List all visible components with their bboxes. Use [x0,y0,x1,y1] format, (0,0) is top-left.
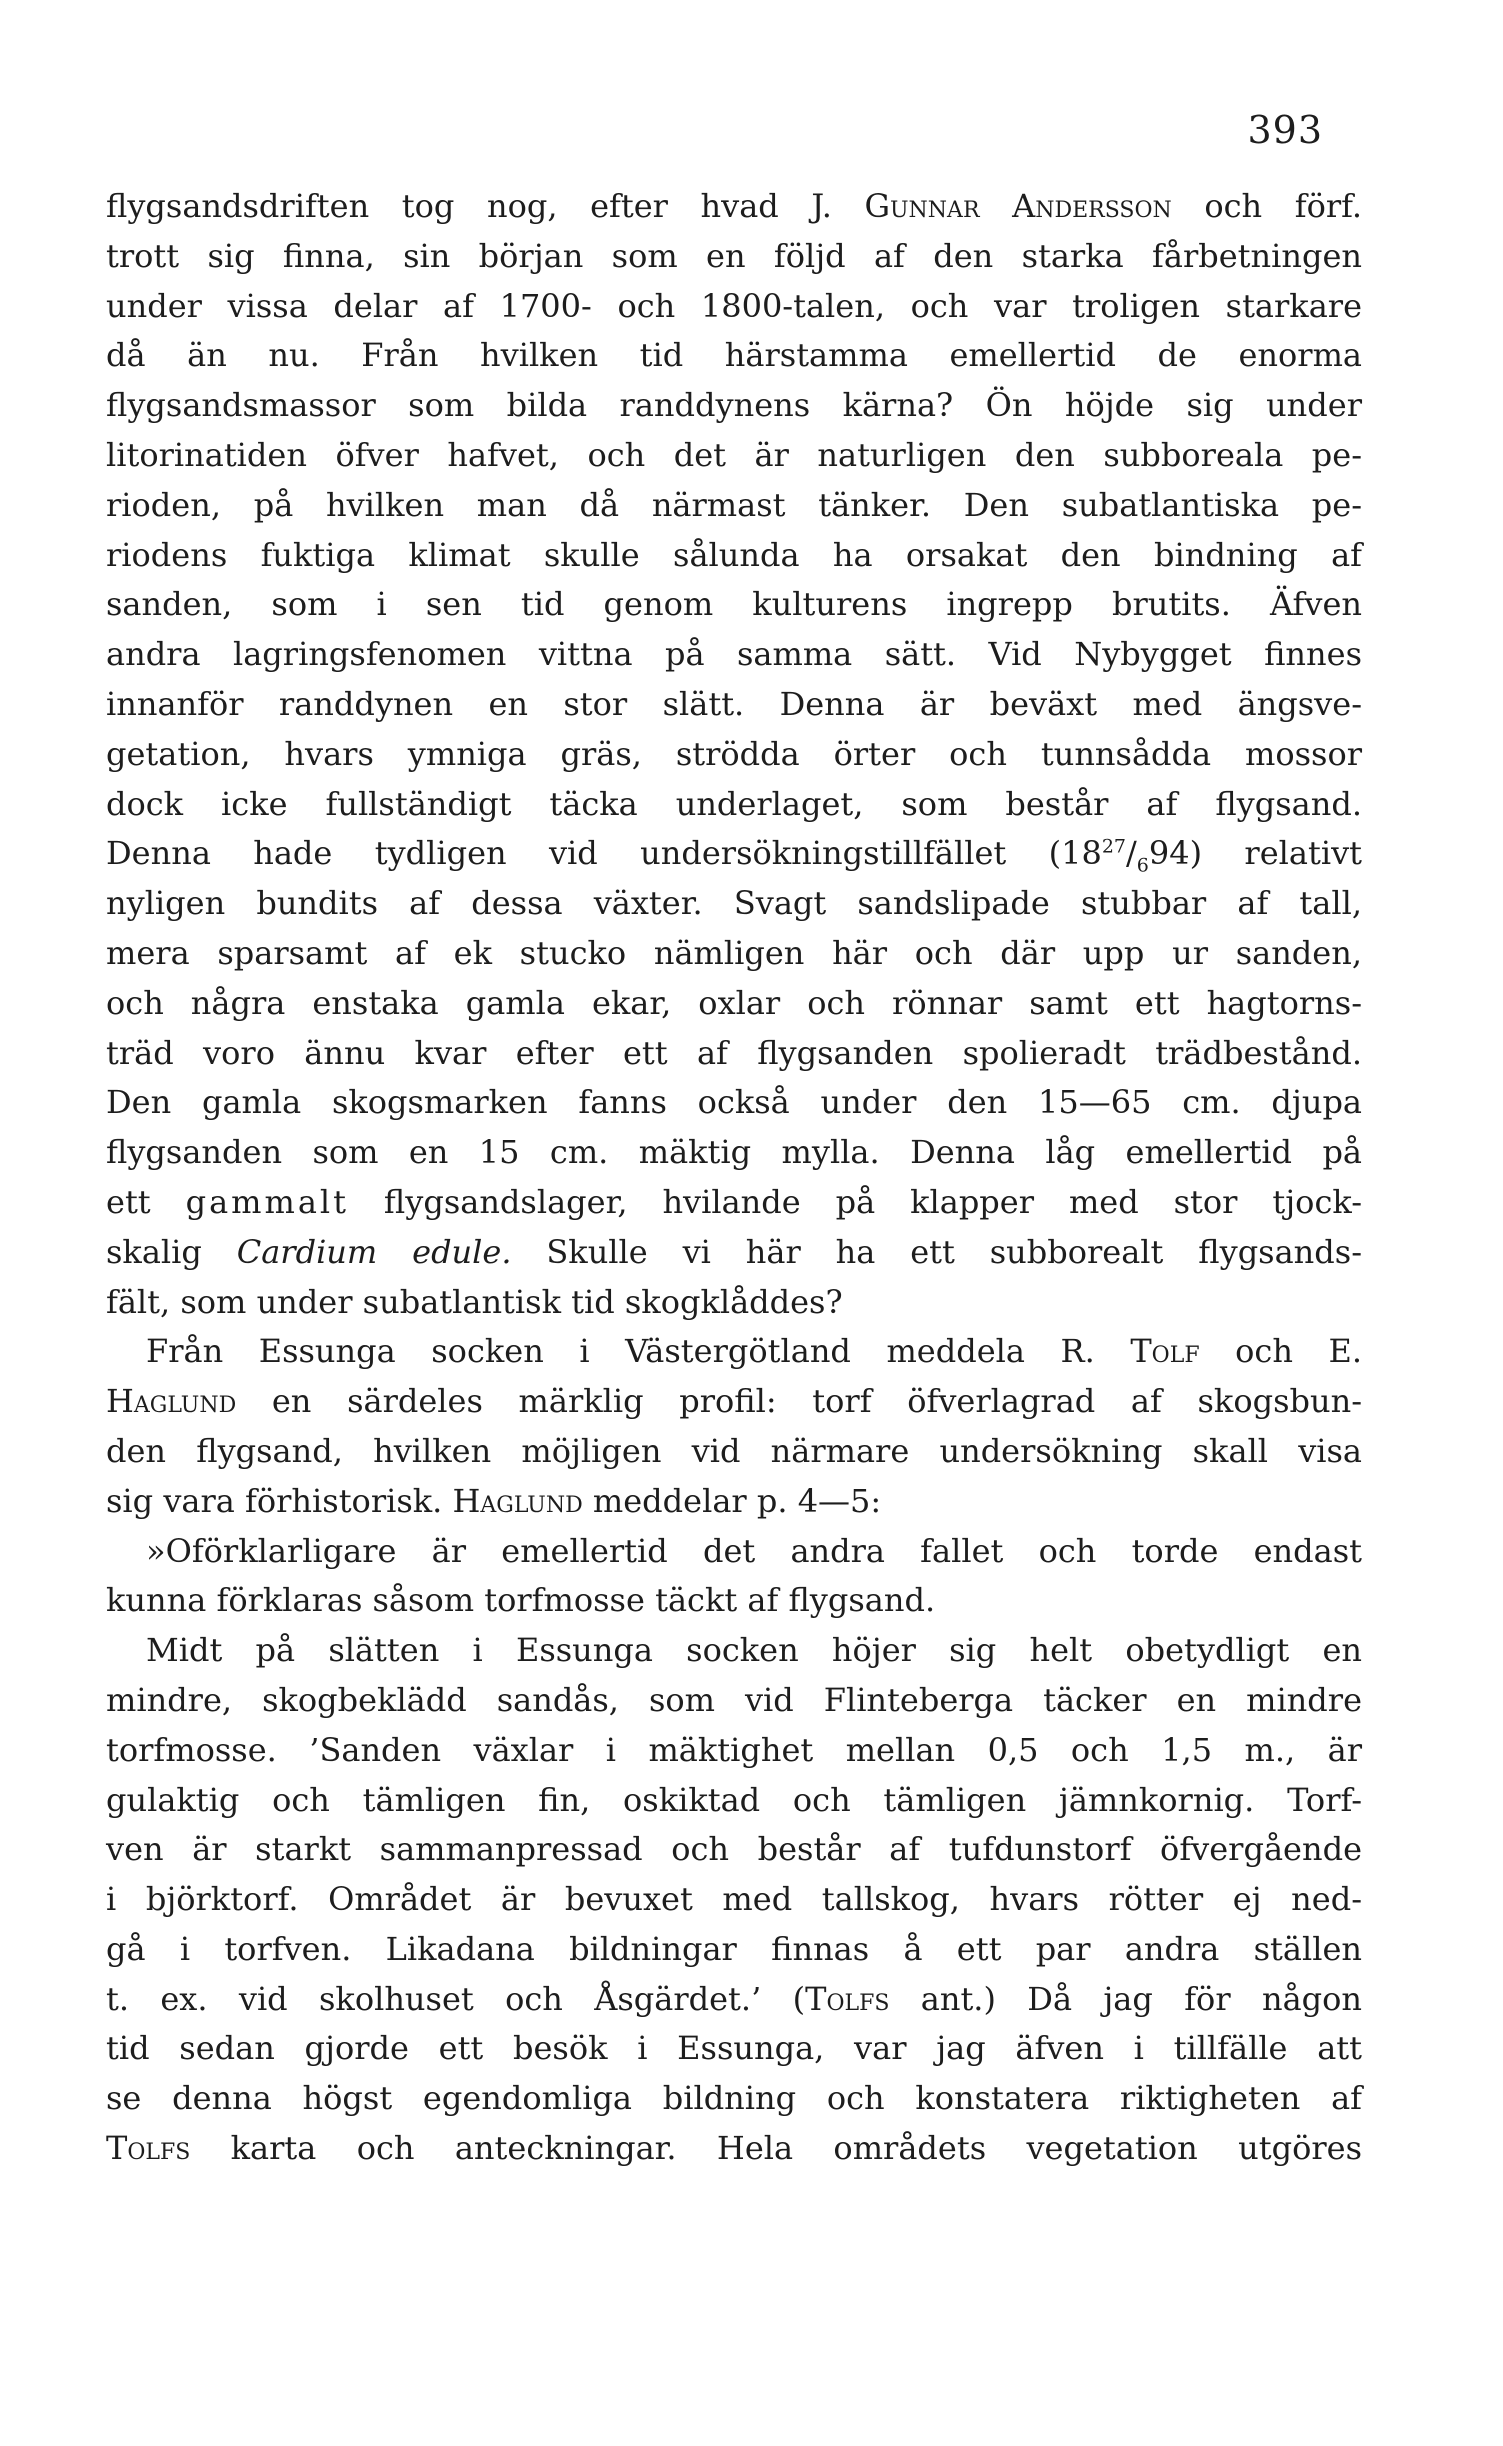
line-text: torfmosse. ’Sanden växlar i mäktighet mellan 0,5 och 1,5 m., är [106,1730,1362,1769]
text-line [106,1427,1362,1477]
date-superscript: 27 [1101,835,1126,858]
line-text: mindre, skogbeklädd sandås, som vid Flinteberga täcker en mindre [106,1680,1362,1719]
text-line [106,331,1362,381]
text-line [106,1477,1362,1527]
line-text: då än nu. Från hvilken tid härstamma emellertid de enorma [106,336,1362,375]
line-text: Skulle vi här ha ett subborealt flygsands- [511,1232,1362,1271]
author-name: Gunnar Andersson [864,187,1172,225]
text-line [106,1776,1362,1826]
page-number: 393 [1247,108,1323,152]
line-text: och E. [1199,1332,1363,1371]
text-line [106,1726,1362,1776]
text-line [106,232,1362,282]
body-text [106,182,1362,2174]
species-name: Cardium edule. [236,1232,512,1271]
line-text: karta och anteckningar. Hela områdets vegetation utgöres [190,2129,1362,2168]
text-line [106,431,1362,481]
line-text: litorinatiden öfver hafvet, och det är naturligen den subboreala pe- [106,435,1362,474]
line-text: och några enstaka gamla ekar, oxlar och rönnar samt ett hagtorns- [106,983,1362,1022]
line-text: flygsandslager, hvilande på klapper med stor tjock- [349,1182,1363,1221]
text-line [106,2024,1362,2074]
text-line [106,1975,1362,2025]
line-text: rioden, på hvilken man då närmast tänker. Den subatlantiska pe- [106,485,1362,524]
text-line [106,1925,1362,1975]
line-text: »Oförklarligare är emellertid det andra fallet och torde endast [146,1531,1362,1570]
line-text: getation, hvars ymniga gräs, strödda örter och tunnsådda mossor [106,734,1362,773]
text-line [106,1228,1362,1278]
text-line [106,979,1362,1029]
line-text: flygsandsmassor som bilda randdynens kärna? Ön höjde sig under [106,386,1362,425]
text-line [106,2124,1362,2174]
line-text: fält, som under subatlantisk tid skogklåddes? [106,1282,843,1321]
text-line [106,282,1362,332]
line-text: gå i torfven. Likadana bildningar finnas å ett par andra ställen [106,1929,1362,1968]
text-line [106,829,1362,879]
text-line [106,1825,1362,1875]
line-text: mera sparsamt af ek stucko nämligen här och där upp ur sanden, [106,933,1362,972]
line-text: den flygsand, hvilken möjligen vid närmare undersökning skall visa [106,1431,1362,1470]
line-text: kunna förklaras såsom torfmosse täckt af flygsand. [106,1581,936,1620]
line-text: ven är starkt sammanpressad och består af tufdunstorf öfvergående [106,1830,1362,1869]
line-text: andra lagringsfenomen vittna på samma sätt. Vid Nybygget finnes [106,635,1362,674]
line-text: skalig [106,1232,237,1271]
line-text: sanden, som i sen tid genom kulturens ingrepp brutits. Äfven [106,585,1362,624]
text-line [106,730,1362,780]
line-text: träd voro ännu kvar efter ett af flygsanden spolieradt trädbestånd. [106,1033,1362,1072]
text-line [106,780,1362,830]
text-line [106,1327,1362,1377]
author-name: Haglund [106,1382,237,1421]
text-line [106,1377,1362,1427]
line-text: meddelar p. 4—5: [582,1481,882,1520]
text-line [106,1527,1362,1577]
text-line [106,1626,1362,1676]
spaced-word: gammalt [185,1182,349,1221]
text-line [106,929,1362,979]
author-name: Tolfs [106,2129,191,2168]
line-text: ant.) Då jag för någon [889,1979,1363,2018]
line-text: se denna högst egendomliga bildning och konstatera riktigheten af [106,2079,1362,2118]
text-line [106,1278,1362,1328]
text-line [106,2074,1362,2124]
line-text: t. ex. vid skolhuset och Åsgärdet.’ ( [106,1979,806,2018]
text-line [106,1029,1362,1079]
line-text: Den gamla skogsmarken fanns också under den 15—65 cm. djupa [106,1083,1362,1122]
line-text: under vissa delar af 1700- och 1800-talen, och var troligen starkare [106,286,1362,325]
line-text: dock icke fullständigt täcka underlaget, som består af flygsand. [106,784,1362,823]
line-text: flygsandsdriften tog nog, efter hvad J. [106,187,865,225]
line-text: trott sig finna, sin början som en följd af den starka fårbetningen [106,236,1362,275]
line-text: gulaktig och tämligen fin, oskiktad och tämligen jämnkornig. Torf- [106,1780,1362,1819]
text-line [106,1676,1362,1726]
line-text: 94) relativt [1148,834,1363,873]
date-subscript: 6 [1136,854,1149,877]
text-line [106,680,1362,730]
line-text: Från Essunga socken i Västergötland meddela R. [146,1332,1131,1371]
line-text: ett [106,1182,186,1221]
author-name: Haglund [452,1481,583,1520]
text-line [106,879,1362,929]
author-name: Tolfs [805,1979,890,2018]
text-line [106,580,1362,630]
text-line [106,1875,1362,1925]
text-line [106,182,1362,232]
line-text: riodens fuktiga klimat skulle sålunda ha orsakat den bindning af [106,535,1362,574]
line-text: Denna hade tydligen vid undersökningstillfället (18 [106,834,1102,873]
date-slash: / [1126,834,1137,873]
text-line [106,481,1362,531]
text-line [106,381,1362,431]
line-text: och förf. [1171,187,1363,225]
line-text: Midt på slätten i Essunga socken höjer sig helt obetydligt en [146,1631,1362,1670]
text-line [106,1178,1362,1228]
line-text: nyligen bundits af dessa växter. Svagt sandslipade stubbar af tall, [106,884,1362,923]
line-text: i björktorf. Området är bevuxet med tallskog, hvars rötter ej ned- [106,1880,1362,1919]
line-text: en särdeles märklig profil: torf öfverlagrad af skogsbun- [236,1382,1362,1421]
text-line [106,630,1362,680]
author-name: Tolf [1130,1332,1200,1371]
text-line [106,1128,1362,1178]
text-line [106,1576,1362,1626]
line-text: tid sedan gjorde ett besök i Essunga, var jag äfven i tillfälle att [106,2029,1362,2068]
line-text: innanför randdynen en stor slätt. Denna är beväxt med ängsve- [106,684,1362,723]
line-text: flygsanden som en 15 cm. mäktig mylla. Denna låg emellertid på [106,1133,1362,1172]
text-line [106,1078,1362,1128]
text-line [106,531,1362,581]
line-text: sig vara förhistorisk. [106,1481,453,1520]
